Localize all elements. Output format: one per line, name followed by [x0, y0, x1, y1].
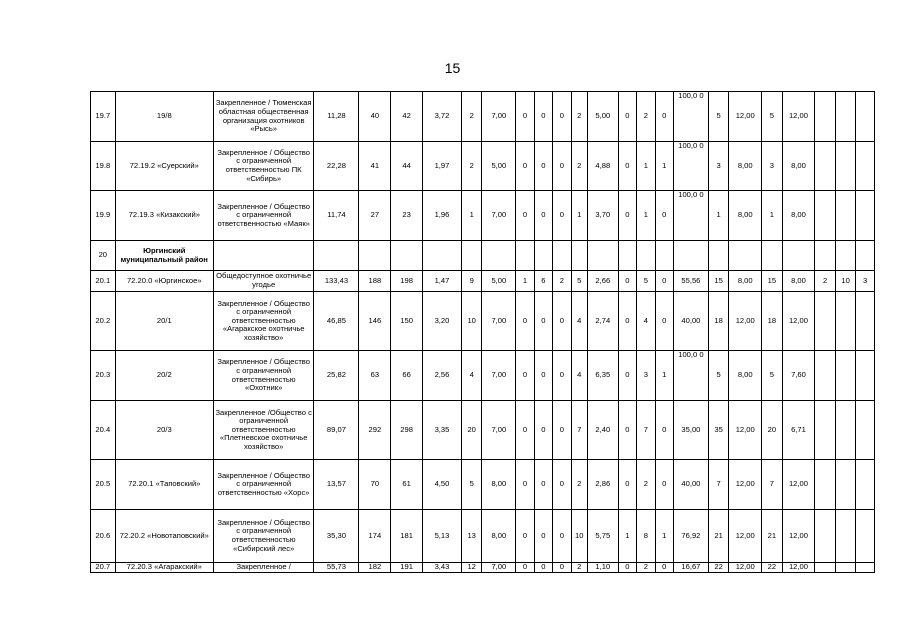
table-cell: 27: [359, 191, 391, 241]
table-cell: 7: [637, 401, 655, 460]
table-cell: 10: [461, 292, 481, 351]
table-row: [91, 292, 875, 351]
table-cell: 13,57: [314, 460, 359, 510]
table-cell: [835, 191, 855, 241]
table-cell: 5: [571, 271, 587, 292]
table-cell: 12,00: [782, 510, 815, 563]
table-cell: [856, 510, 875, 563]
table-cell: [359, 241, 391, 271]
table-cell: 1,47: [423, 271, 462, 292]
table-row: [91, 241, 875, 271]
table-cell: 0: [516, 292, 534, 351]
table-cell: 76,92: [673, 510, 708, 563]
table-cell: [835, 241, 855, 271]
table-cell: 72.20.3 «Агаракский»: [115, 563, 213, 573]
table-cell: 1: [516, 271, 534, 292]
table-cell: 20: [461, 401, 481, 460]
table-cell: 20/1: [115, 292, 213, 351]
table-cell: 72.19.3 «Кизакский»: [115, 191, 213, 241]
table-cell: 13: [461, 510, 481, 563]
table-cell: 4: [571, 351, 587, 401]
table-cell: 100,0 0: [673, 92, 708, 142]
table-cell: 8,00: [729, 142, 762, 191]
table-cell: 133,43: [314, 271, 359, 292]
table-cell: 7,00: [482, 401, 516, 460]
table-cell: 1: [655, 142, 673, 191]
table-cell: 9: [461, 271, 481, 292]
table-cell: 2,86: [587, 460, 618, 510]
table-cell: [856, 241, 875, 271]
table-cell: [729, 241, 762, 271]
table-cell: 19/8: [115, 92, 213, 142]
table-cell: 2: [461, 142, 481, 191]
table-cell: 1,96: [423, 191, 462, 241]
table-cell: 2,66: [587, 271, 618, 292]
table-cell: 0: [534, 142, 552, 191]
table-cell: 61: [391, 460, 423, 510]
table-cell: 1: [571, 191, 587, 241]
table-cell: 20.2: [91, 292, 116, 351]
table-cell: [856, 460, 875, 510]
table-cell: 0: [618, 460, 636, 510]
table-cell: 1: [637, 142, 655, 191]
table-cell: 40,00: [673, 460, 708, 510]
table-cell: 20.5: [91, 460, 116, 510]
table-cell: 2: [571, 92, 587, 142]
table-cell: 11,28: [314, 92, 359, 142]
table-cell: 0: [516, 351, 534, 401]
table-cell: 11,74: [314, 191, 359, 241]
table-cell: 12,00: [729, 510, 762, 563]
table-cell: 12,00: [782, 92, 815, 142]
table-cell: 0: [516, 563, 534, 573]
table-cell: 0: [618, 292, 636, 351]
table-cell: 15: [762, 271, 782, 292]
table-cell: 198: [391, 271, 423, 292]
table-cell: [815, 191, 835, 241]
table-cell: [815, 563, 835, 573]
table-cell: 7,60: [782, 351, 815, 401]
table-cell: [835, 460, 855, 510]
table-cell: 292: [359, 401, 391, 460]
table-cell: 5,75: [587, 510, 618, 563]
table-cell: 0: [553, 563, 571, 573]
table-cell: Закрепленное / Общество с ограниченной ответственностью «Агаракское охотничье хозяйство»: [213, 292, 313, 351]
table-cell: 7,00: [482, 191, 516, 241]
table-cell: 8: [637, 510, 655, 563]
table-cell: 100,0 0: [673, 351, 708, 401]
table-cell: 20: [762, 401, 782, 460]
table-cell: [655, 241, 673, 271]
table-cell: [314, 241, 359, 271]
table-cell: 19.7: [91, 92, 116, 142]
table-cell: 2: [637, 460, 655, 510]
table-cell: 0: [618, 92, 636, 142]
table-cell: [815, 460, 835, 510]
table-cell: 72.20.0 «Юргинское»: [115, 271, 213, 292]
page-number: 15: [444, 60, 461, 76]
table-cell: 0: [534, 92, 552, 142]
table-cell: 4,88: [587, 142, 618, 191]
table-cell: 3,35: [423, 401, 462, 460]
table-cell: Закрепленное / Общество с ограниченной ответственностью «Маяк»: [213, 191, 313, 241]
table-cell: Закрепленное / Общество с ограниченной ответственностью ПК «Сибирь»: [213, 142, 313, 191]
table-cell: 12,00: [782, 563, 815, 573]
table-cell: 20.6: [91, 510, 116, 563]
table-cell: 46,85: [314, 292, 359, 351]
table-cell: 0: [516, 142, 534, 191]
table-cell: [856, 351, 875, 401]
table-cell: 1: [637, 191, 655, 241]
table-cell: 63: [359, 351, 391, 401]
table-cell: 7: [762, 460, 782, 510]
table-cell: 35,30: [314, 510, 359, 563]
table-cell: 21: [708, 510, 728, 563]
table-cell: [856, 401, 875, 460]
table-cell: Закрепленное / Общество с ограниченной ответственностью «Хорс»: [213, 460, 313, 510]
table-cell: 20.4: [91, 401, 116, 460]
table-cell: 5: [708, 92, 728, 142]
table-cell: 19.9: [91, 191, 116, 241]
table-cell: 0: [655, 401, 673, 460]
table-cell: 0: [553, 92, 571, 142]
table-row: [91, 92, 875, 142]
table-row: [91, 191, 875, 241]
table-cell: 5,00: [587, 92, 618, 142]
table-cell: [673, 241, 708, 271]
table-cell: 0: [618, 351, 636, 401]
table-cell: 2: [461, 92, 481, 142]
table-cell: Закрепленное /: [213, 563, 313, 573]
table-cell: [815, 351, 835, 401]
table-cell: [782, 241, 815, 271]
table-cell: [815, 241, 835, 271]
table-cell: 72.20.2 «Новотаповский»: [115, 510, 213, 563]
table-cell: 8,00: [729, 191, 762, 241]
table-cell: [553, 241, 571, 271]
table-cell: 3: [637, 351, 655, 401]
table-cell: 8,00: [729, 271, 762, 292]
table-cell: 0: [553, 401, 571, 460]
table-cell: [835, 142, 855, 191]
table-cell: 22,28: [314, 142, 359, 191]
table-row: [91, 142, 875, 191]
table-cell: [708, 241, 728, 271]
table-cell: 12,00: [782, 460, 815, 510]
table-cell: 3,70: [587, 191, 618, 241]
table-cell: 2: [571, 563, 587, 573]
table-cell: 0: [516, 191, 534, 241]
table-cell: [835, 351, 855, 401]
table-row: [91, 271, 875, 292]
table-cell: [815, 510, 835, 563]
table-cell: 5: [637, 271, 655, 292]
table-cell: 0: [618, 191, 636, 241]
table-cell: 66: [391, 351, 423, 401]
table-cell: 21: [762, 510, 782, 563]
table-cell: 5: [762, 92, 782, 142]
table-cell: 2: [553, 271, 571, 292]
table-cell: 0: [655, 191, 673, 241]
table-cell: 1,10: [587, 563, 618, 573]
table-cell: 40: [359, 92, 391, 142]
table-cell: 7,00: [482, 351, 516, 401]
table-cell: [461, 241, 481, 271]
table-cell: 7,00: [482, 563, 516, 573]
table-cell: [815, 142, 835, 191]
table-cell: 7: [571, 401, 587, 460]
table-cell: [482, 241, 516, 271]
table-cell: 0: [655, 563, 673, 573]
table-cell: 5: [461, 460, 481, 510]
table-cell: 55,73: [314, 563, 359, 573]
table-cell: 40,00: [673, 292, 708, 351]
table-cell: [815, 92, 835, 142]
table-cell: 20.7: [91, 563, 116, 573]
table-cell: 0: [618, 563, 636, 573]
table-cell: 55,56: [673, 271, 708, 292]
table-cell: 2,40: [587, 401, 618, 460]
table-cell: [835, 510, 855, 563]
table-cell: [856, 292, 875, 351]
table-cell: 150: [391, 292, 423, 351]
table-cell: 12,00: [729, 460, 762, 510]
table-cell: 0: [534, 351, 552, 401]
table-cell: Закрепленное /Общество с ограниченной ответственностью «Плетневское охотничье хозяйство»: [213, 401, 313, 460]
table-cell: 7: [708, 460, 728, 510]
table-cell: [835, 92, 855, 142]
table-cell: 2,56: [423, 351, 462, 401]
table-cell: 41: [359, 142, 391, 191]
table-row: [91, 351, 875, 401]
table-cell: 0: [553, 510, 571, 563]
table-cell: 12,00: [729, 292, 762, 351]
table-cell: 1: [655, 510, 673, 563]
table-cell: 1: [618, 510, 636, 563]
table-cell: 1: [655, 351, 673, 401]
table-cell: 298: [391, 401, 423, 460]
table-cell: 0: [553, 191, 571, 241]
table-cell: 0: [618, 142, 636, 191]
table-cell: 5: [708, 351, 728, 401]
table-cell: [856, 191, 875, 241]
table-cell: [856, 563, 875, 573]
table-cell: 89,07: [314, 401, 359, 460]
table-cell: [835, 401, 855, 460]
table-cell: 182: [359, 563, 391, 573]
table-cell: 0: [655, 92, 673, 142]
table-cell: 23: [391, 191, 423, 241]
table-cell: 15: [708, 271, 728, 292]
table-cell: 100,0 0: [673, 142, 708, 191]
table-cell: 12,00: [782, 292, 815, 351]
table-cell: 20.1: [91, 271, 116, 292]
table-row: [91, 401, 875, 460]
table-cell: 6: [534, 271, 552, 292]
table-cell: 2: [571, 142, 587, 191]
table-cell: 0: [618, 401, 636, 460]
table-cell: 8,00: [782, 191, 815, 241]
table-cell: 7,00: [482, 92, 516, 142]
table-cell: 0: [516, 401, 534, 460]
table-cell: [856, 92, 875, 142]
table-cell: 0: [553, 142, 571, 191]
table-cell: 6,71: [782, 401, 815, 460]
table-cell: 0: [534, 191, 552, 241]
table-cell: 18: [762, 292, 782, 351]
table-cell: 191: [391, 563, 423, 573]
table-cell: Закрепленное / Общество с ограниченной ответственностью «Сибирский лес»: [213, 510, 313, 563]
table-cell: 0: [534, 460, 552, 510]
table-row: [91, 510, 875, 563]
table-cell: 3: [708, 142, 728, 191]
table-cell: [618, 241, 636, 271]
table-cell: 2: [637, 92, 655, 142]
table-cell: 0: [553, 292, 571, 351]
table-cell: [516, 241, 534, 271]
table-cell: 10: [571, 510, 587, 563]
table-cell: 0: [655, 460, 673, 510]
table-cell: 0: [534, 292, 552, 351]
table-cell: 70: [359, 460, 391, 510]
table-cell: 0: [534, 510, 552, 563]
table-cell: 4: [571, 292, 587, 351]
table-cell: 0: [516, 510, 534, 563]
table-cell: 8,00: [729, 351, 762, 401]
table-cell: 2: [637, 563, 655, 573]
table-cell: 2: [815, 271, 835, 292]
table-cell: 44: [391, 142, 423, 191]
table-cell: 18: [708, 292, 728, 351]
table-cell: 20/3: [115, 401, 213, 460]
table-cell: 5: [762, 351, 782, 401]
table-cell: [571, 241, 587, 271]
table-cell: 5,00: [482, 142, 516, 191]
table-cell: 72.19.2 «Суерский»: [115, 142, 213, 191]
table-cell: 5,00: [482, 271, 516, 292]
table-cell: 1,97: [423, 142, 462, 191]
table-cell: 2: [571, 460, 587, 510]
table-cell: 0: [516, 460, 534, 510]
table-cell: 3,20: [423, 292, 462, 351]
table-cell: [835, 292, 855, 351]
table-cell: Закрепленное / Общество с ограниченной ответственностью «Охотник»: [213, 351, 313, 401]
table-cell: 42: [391, 92, 423, 142]
table-cell: 35: [708, 401, 728, 460]
table-cell: 181: [391, 510, 423, 563]
table-cell: 3: [856, 271, 875, 292]
table-cell: [637, 241, 655, 271]
table-cell: 0: [553, 460, 571, 510]
table-cell: 25,82: [314, 351, 359, 401]
table-cell: 20/2: [115, 351, 213, 401]
table-cell: 4: [461, 351, 481, 401]
table-cell: 12: [461, 563, 481, 573]
table-cell: 7,00: [482, 292, 516, 351]
hunting-grounds-table: [90, 91, 875, 573]
table-cell: 3,43: [423, 563, 462, 573]
table-cell: 174: [359, 510, 391, 563]
table-cell: 5,13: [423, 510, 462, 563]
table-row: [91, 460, 875, 510]
table-cell: [815, 292, 835, 351]
table-cell: 10: [835, 271, 855, 292]
table-cell: 0: [553, 351, 571, 401]
table-cell: 1: [461, 191, 481, 241]
table-cell: [815, 401, 835, 460]
table-cell: 0: [534, 401, 552, 460]
table-cell: [391, 241, 423, 271]
table-row: [91, 563, 875, 573]
table-cell: 188: [359, 271, 391, 292]
table-cell: 72.20.1 «Таповский»: [115, 460, 213, 510]
table-cell: [856, 142, 875, 191]
table-cell: [835, 563, 855, 573]
table-cell: 35,00: [673, 401, 708, 460]
table-cell: 22: [708, 563, 728, 573]
table-cell: Юргинский муниципальный район: [115, 241, 213, 271]
table-cell: 12,00: [729, 563, 762, 573]
table-cell: 22: [762, 563, 782, 573]
table-cell: 8,00: [482, 510, 516, 563]
table-cell: [587, 241, 618, 271]
table-cell: 0: [655, 292, 673, 351]
table-cell: 8,00: [782, 271, 815, 292]
table-cell: 8,00: [782, 142, 815, 191]
table-cell: [534, 241, 552, 271]
table-cell: 0: [655, 271, 673, 292]
table-cell: 0: [534, 563, 552, 573]
table-cell: 146: [359, 292, 391, 351]
table-cell: 2,74: [587, 292, 618, 351]
table-cell: 6,35: [587, 351, 618, 401]
table-cell: 4: [637, 292, 655, 351]
table-cell: 12,00: [729, 92, 762, 142]
table-cell: 3: [762, 142, 782, 191]
table-cell: 100,0 0: [673, 191, 708, 241]
table-cell: 19.8: [91, 142, 116, 191]
table-cell: 20.3: [91, 351, 116, 401]
table-cell: Закрепленное / Тюменская областная общественная организация охотников «Рысь»: [213, 92, 313, 142]
table-cell: 8,00: [482, 460, 516, 510]
table-cell: 3,72: [423, 92, 462, 142]
table-cell: 12,00: [729, 401, 762, 460]
table-cell: 0: [516, 92, 534, 142]
table-cell: [213, 241, 313, 271]
table-cell: 16,67: [673, 563, 708, 573]
table-cell: 4,50: [423, 460, 462, 510]
table-cell: 1: [708, 191, 728, 241]
table-cell: 0: [618, 271, 636, 292]
table-cell: [762, 241, 782, 271]
table-cell: Общедоступное охотничье угодье: [213, 271, 313, 292]
table-cell: 20: [91, 241, 116, 271]
table-cell: [423, 241, 462, 271]
table-cell: 1: [762, 191, 782, 241]
